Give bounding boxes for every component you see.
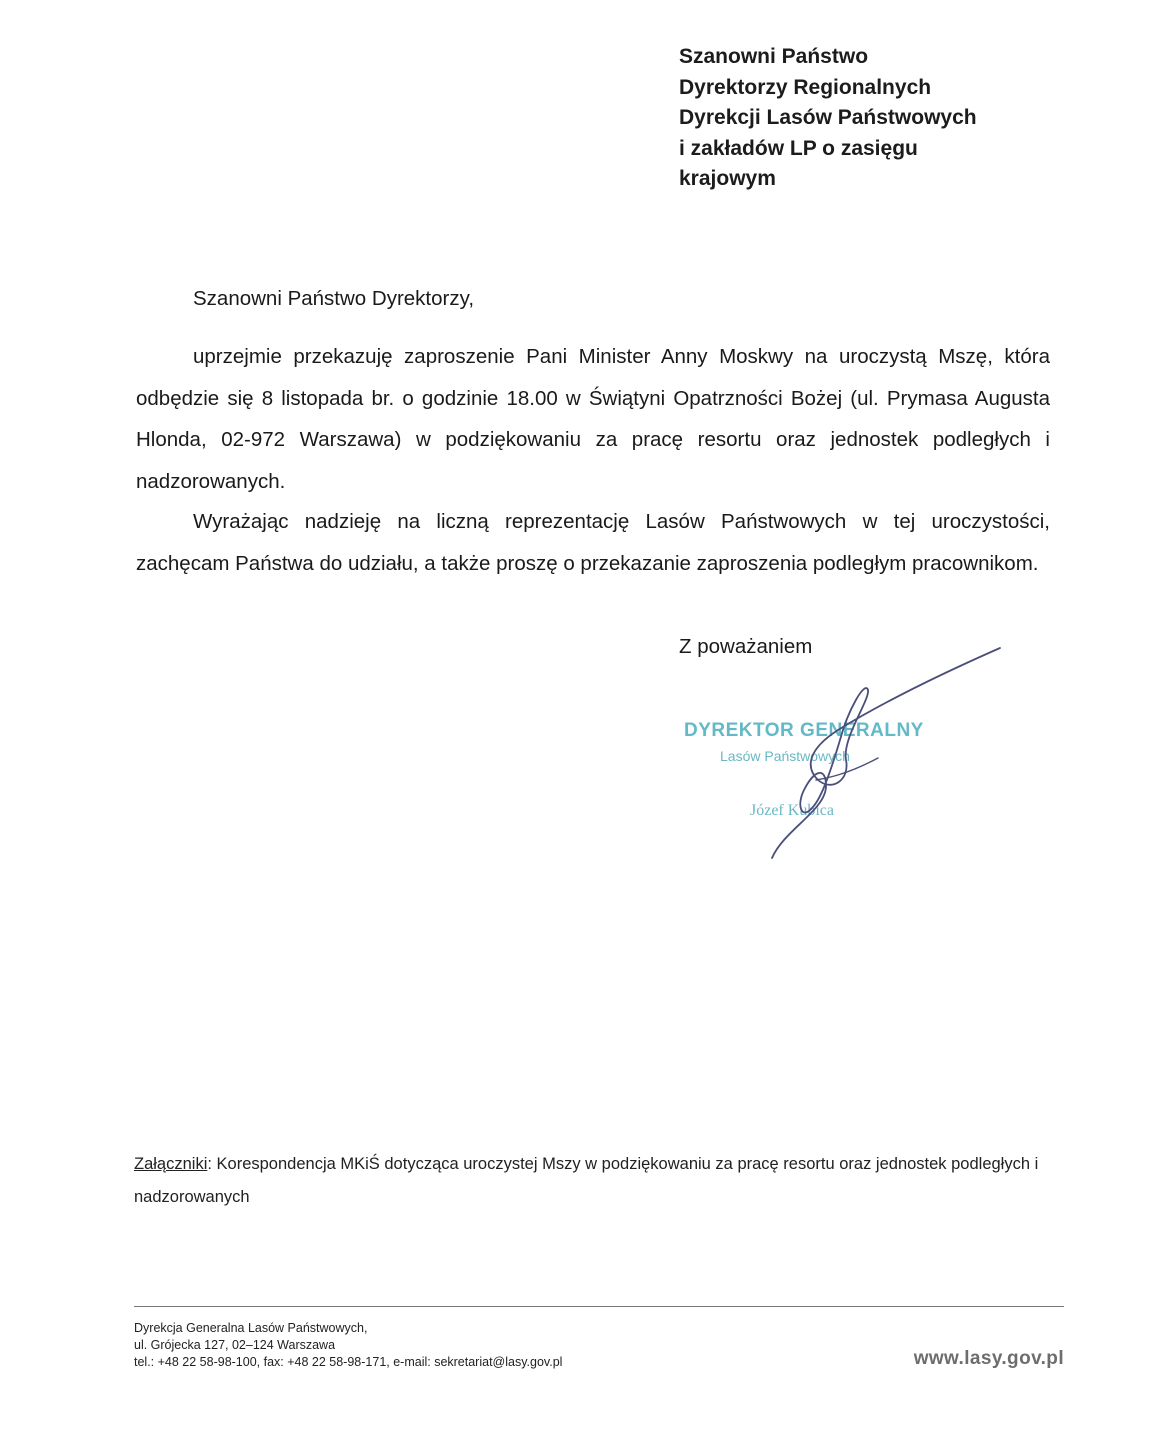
attachments-separator: : [207, 1155, 217, 1173]
recipient-address [679, 42, 1099, 195]
stamp-subtitle: Lasów Państwowych [720, 748, 850, 764]
footer-address-line: ul. Grójecka 127, 02–124 Warszawa [134, 1338, 336, 1352]
recipient-line: Dyrektorzy Regionalnych [679, 75, 932, 99]
attachments-text: Korespondencja MKiŚ dotycząca uroczystej Mszy w podziękowaniu za pracę resortu oraz jednostek podległych i nadzorowanych [134, 1155, 1039, 1206]
footer-divider [134, 1306, 1064, 1307]
attachments-note [134, 1148, 1054, 1214]
footer-address-line: Dyrekcja Generalna Lasów Państwowych, [134, 1321, 368, 1335]
handwritten-signature [700, 630, 1030, 870]
stamp-title: DYREKTOR GENERALNY [684, 720, 924, 741]
footer-address-line: tel.: +48 22 58-98-100, fax: +48 22 58-98-171, e-mail: sekretariat@lasy.gov.pl [134, 1355, 563, 1369]
recipient-line: Dyrekcji Lasów Państwowych [679, 106, 977, 129]
body-paragraph-1: uprzejmie przekazuję zaproszenie Pani Minister Anny Moskwy na uroczystą Mszę, która odbędzie się 8 listopada br. o godzinie 18.00 w Świątyni Opatrzności Bożej (ul. Prymasa Augusta Hlonda, 02-972 Warszawa) w podziękowaniu za pracę resortu oraz jednostek podległych i nadzorowanych. [136, 345, 1050, 493]
signature-stroke [772, 648, 1000, 858]
body-paragraph-2: Wyrażając nadzieję na liczną reprezentację Lasów Państwowych w tej uroczystości, zachęcam Państwa do udziału, a także proszę o przekazanie zaproszenia podległym pracownikom. [136, 510, 1050, 575]
footer-website-link[interactable]: www.lasy.gov.pl [913, 1348, 1064, 1369]
closing-phrase: Z poważaniem [679, 635, 813, 658]
attachments-label: Załączniki [134, 1155, 208, 1173]
salutation: Szanowni Państwo Dyrektorzy, [193, 287, 475, 310]
recipient-line: krajowym [679, 167, 776, 190]
stamp-name: Józef Kubica [750, 802, 834, 819]
recipient-line: Szanowni Państwo [679, 45, 869, 68]
footer-address [134, 1320, 562, 1371]
recipient-line: i zakładów LP o zasięgu [679, 136, 918, 160]
